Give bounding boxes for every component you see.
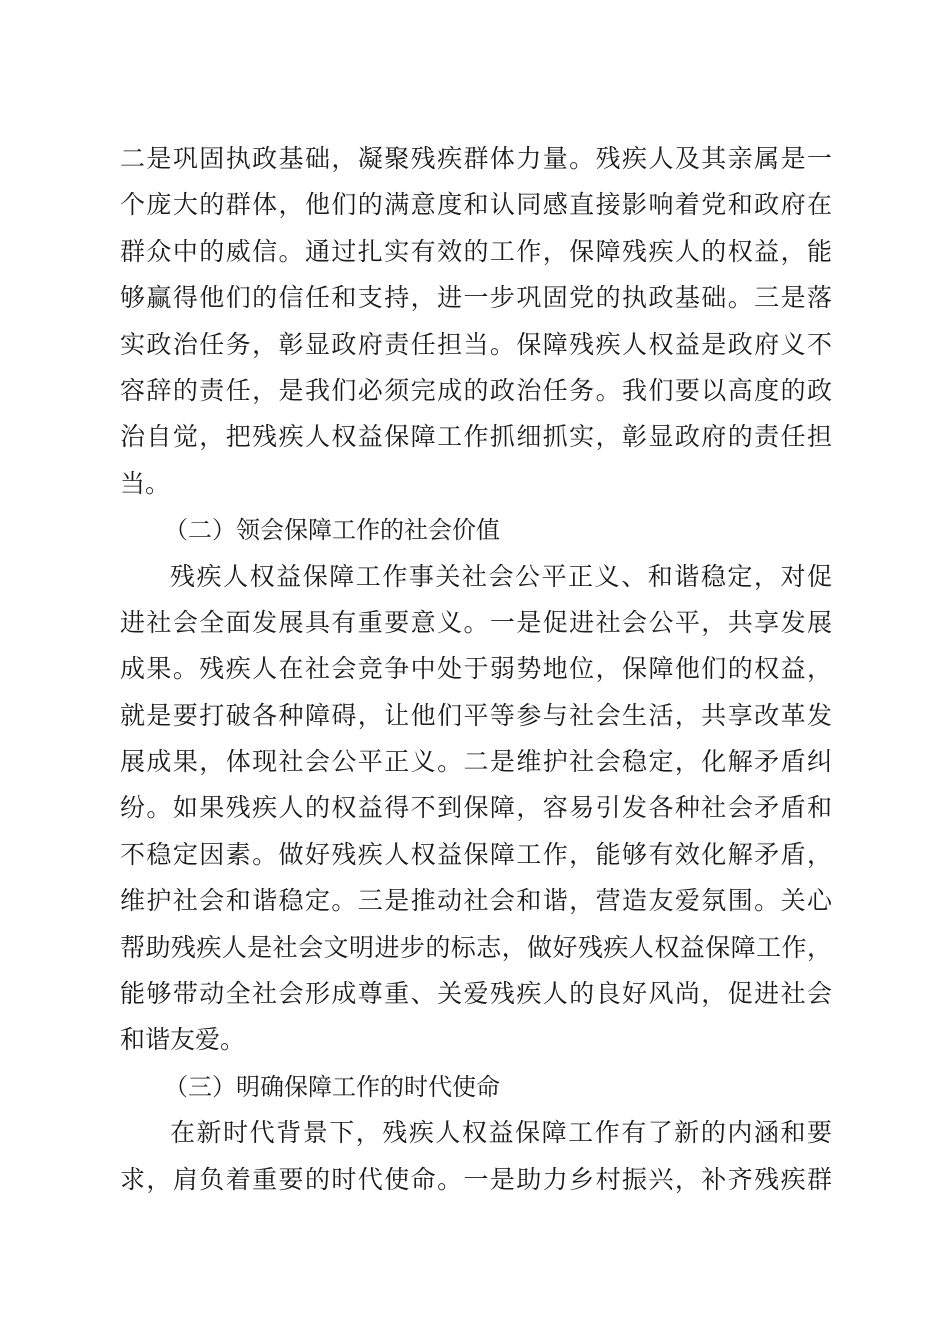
paragraph-social-value (120, 554, 832, 1064)
section-heading-social-value: （二）领会保障工作的社会价值 (164, 516, 500, 545)
text-line: 纷。如果残疾人的权益得不到保障，容易引发各种社会矛盾和 (120, 793, 832, 823)
section-heading-era-mission: （三）明确保障工作的时代使命 (164, 1072, 500, 1101)
text-line: 就是要打破各种障碍，让他们平等参与社会生活，共享改革发 (120, 700, 832, 730)
text-line: 够赢得他们的信任和支持，进一步巩固党的执政基础。三是落 (120, 283, 832, 313)
text-line: 残疾人权益保障工作事关社会公平正义、和谐稳定，对促 (170, 561, 832, 591)
paragraph-political-foundation (120, 136, 832, 507)
text-line: 能够带动全社会形成尊重、关爱残疾人的良好风尚，促进社会 (120, 979, 832, 1009)
text-line: 在新时代背景下，残疾人权益保障工作有了新的内涵和要 (170, 1118, 832, 1148)
text-line: 和谐友爱。 (120, 1025, 246, 1055)
text-line: 求，肩负着重要的时代使命。一是助力乡村振兴，补齐残疾群 (120, 1164, 832, 1194)
text-line: 二是巩固执政基础，凝聚残疾群体力量。残疾人及其亲属是一 (120, 144, 832, 173)
text-line: 不稳定因素。做好残疾人权益保障工作，能够有效化解矛盾， (120, 839, 832, 869)
text-line: 群众中的威信。通过扎实有效的工作，保障残疾人的权益，能 (120, 236, 832, 266)
text-line: 成果。残疾人在社会竞争中处于弱势地位，保障他们的权益， (120, 654, 832, 684)
text-line: 帮助残疾人是社会文明进步的标志，做好残疾人权益保障工作， (120, 932, 832, 962)
text-line: 个庞大的群体，他们的满意度和认同感直接影响着党和政府在 (120, 190, 832, 220)
text-line: 进社会全面发展具有重要意义。一是促进社会公平，共享发展 (120, 607, 832, 637)
text-line: 展成果，体现社会公平正义。二是维护社会稳定，化解矛盾纠 (120, 747, 832, 777)
text-line: 实政治任务，彰显政府责任担当。保障残疾人权益是政府义不 (120, 329, 832, 359)
body-text (120, 136, 832, 1203)
paragraph-era-mission (120, 1110, 832, 1203)
text-line: 治自觉，把残疾人权益保障工作抓细抓实，彰显政府的责任担 (120, 422, 832, 452)
text-line: 容辞的责任，是我们必须完成的政治任务。我们要以高度的政 (120, 375, 832, 405)
text-line: 维护社会和谐稳定。三是推动社会和谐，营造友爱氛围。关心 (120, 886, 832, 916)
text-line: 当。 (120, 468, 171, 498)
